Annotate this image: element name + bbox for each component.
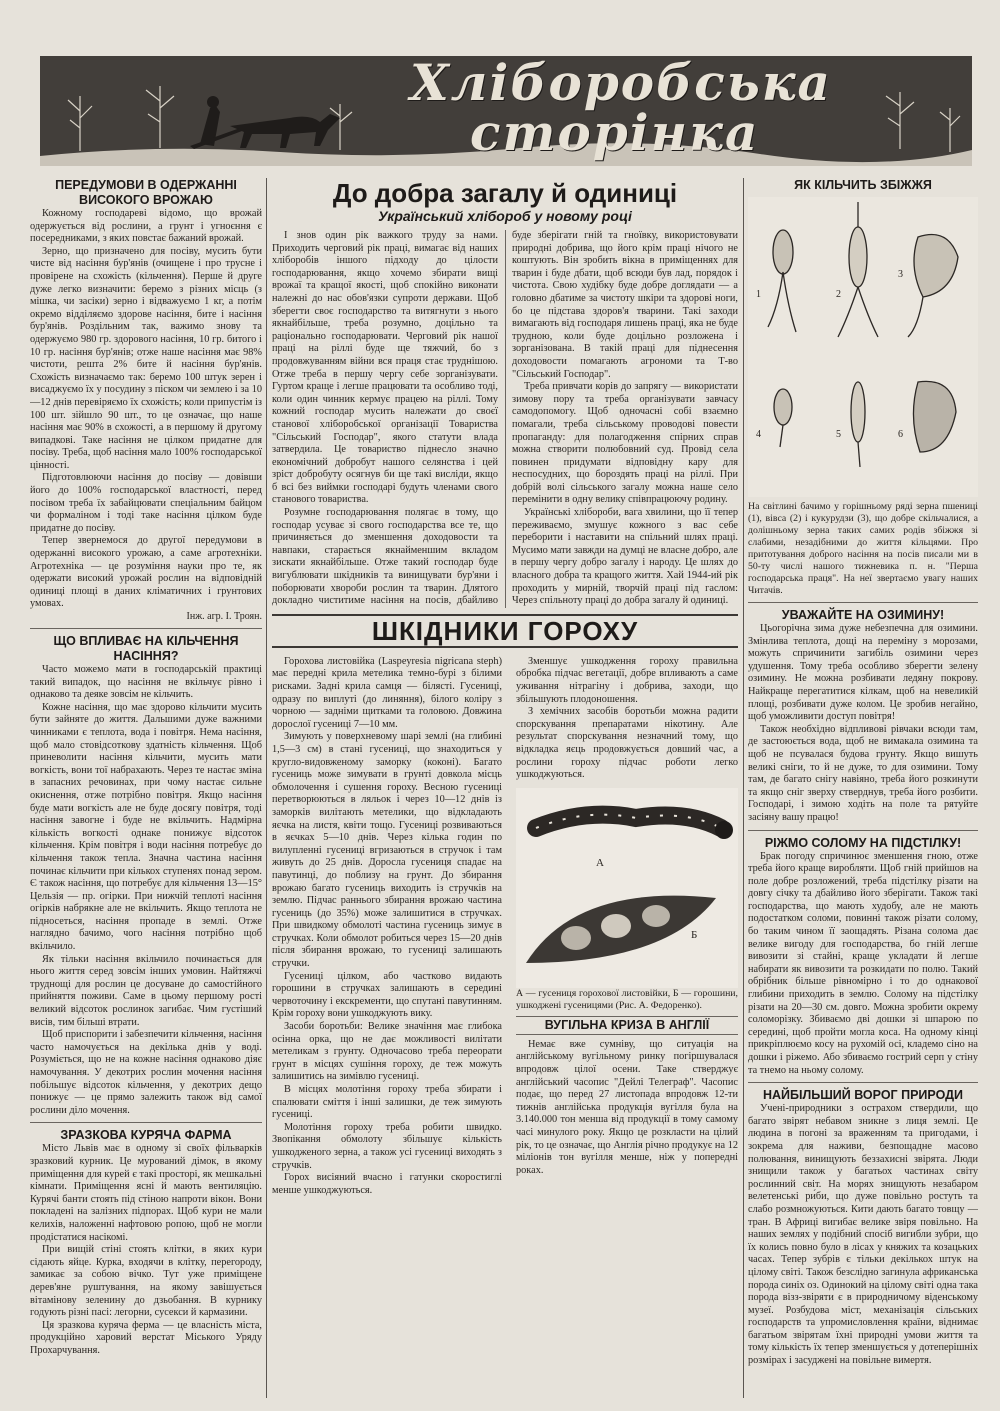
column-divider — [266, 178, 267, 1398]
article-poultry-paragraph: Ця зразкова куряча ферма — це власність міста, продукційно харовий верстат Міського Уряду Прохарчування. — [30, 1319, 262, 1356]
divider — [748, 1082, 978, 1083]
article-winter-heading: УВАЖАЙТЕ НА ОЗИМИНУ! — [781, 608, 945, 622]
center-column — [272, 178, 738, 1398]
sprouting-grain-photo — [748, 197, 978, 497]
sprouting-grain-caption: На світлині бачимо у горішньому ряді зерна пшениці (1), вівса (2) і кукурудзи (3), що добре скільчалися, а долішньому зерна таких самих родів збіжжя зі слабими, незадібними до життя кільцями. Про притотування доброго насіння на посів писали ми в 50-ту числі нашого тижневика п. н. "Перша господарська праця". На неї звертаємо увагу наших Читачів. — [748, 501, 978, 596]
article-pests-paragraph: Горохова листовійка (Laspeyresia nigricana steph) має передні крила метелика темно-бурі з білими рисками. Задні крила самця — білясті. Гусениці, одразу по виплуті (до линяння), білого коліру з чорною — задніми щитками та головою. Довжина дорослої гусениці 7—10 мм. — [272, 655, 502, 730]
caterpillar-and-pod-drawing — [516, 788, 738, 988]
masthead-title — [410, 58, 960, 162]
article-pests-paragraph: Зменшує ушкодження гороху правильна обробка підчас вегетації, добре впливають а саме уживання нітрагіну і добрива, заходи, що збільшують плодоношення. — [516, 655, 738, 705]
article-poultry-heading: ЗРАЗКОВА КУРЯЧА ФАРМА — [60, 1128, 232, 1143]
divider — [748, 602, 978, 603]
masthead-banner — [40, 56, 972, 166]
article-yield-heading: ПЕРЕДУМОВИ В ОДЕРЖАННІ ВИСОКОГО ВРОЖАЮ — [55, 178, 237, 207]
article-main-paragraph: І знов один рік важкого труду за нами. Приходить черговий рік праці, вимагає від наших хліборобів іншого підходу до цілости господарювання, якщо хочемо збирати вищі врожаї та кращої якості, щоб спокійно виконати належні до нас обов'язки супроти держави. Щоб зберегти своє господарство та витягнути з нього якнайбільше, треба розумно, доцільно та раціонально господарювати. Черговий рік нашої праці на ріллі буде ще тяжчий, бо з продовжуванням війни вся праця стає труднішою. Отже треба в першу чергу себе зорганізувати. Гуртом краще і легше працювати та особливо тоді, коли один чинник кермує працею на ріллі. Тому кожний господар мусить належати до своєї станової хліборобської організації Товариства "Сільський Господар", якого статути влада затвердила. Це товариство піднесло значно економічний добробут нашого селянства і цей зріст добробуту осягнув би ще такі висліди, якщо б всі без виймки господарі будуть членами свого станового товариства. — [272, 230, 498, 506]
article-yield-paragraph: Підготовлюючи насіння до посіву — довівши його до 100% господарської властності, перед посівом треба їх забайцювати спеціальним байцом чи формаліном і тоді таке насіння цілком буде придатне до посіву. — [30, 472, 262, 534]
article-yield-paragraph: Тепер звернемося до другої передумови в одержанні високого урожаю, а саме агротехніки. Агротехніка — це розуміння науки про те, як одержати високий урожай рослин на відповідній одиниці площі в даних кліматичних і грунтових умовах. — [30, 535, 262, 610]
right-column — [748, 178, 978, 1398]
article-main-paragraph: Треба привчати корів до запрягу — використати зимову пору та треба організувати завчасу самодопомогу. Щоб одночасні собі взаємно помагали, треба сільському проводові повести пропаганду: для полагодження спірних справ можна створити полюбовний суд. Провід села повинен придумати відповідну кару для неспосудних, що бороздять праці на ріллі. При добрій волі сільського загалу можна наше село перемінити в одну велику співпрацюючу родину. — [512, 381, 738, 506]
figure-number: 6 — [898, 429, 903, 440]
article-yield-paragraph: Кожному господареві відомо, що врожай одержується від рослини, а грунт і угноєння є посередниками, з яких повстає бажаний врожай. — [30, 208, 262, 245]
article-pests-right — [516, 656, 738, 1198]
figure-number: 4 — [756, 429, 761, 440]
sprouting-grain-drawing — [748, 197, 978, 497]
article-main-title: До добра загалу й одиниці — [332, 178, 678, 208]
article-enemy-paragraph: Учені-природники з острахом ствердили, що багато звірят небавом зникне з лиця землі. Це людина в погоні за враженням та пригодами, і зокрема для наживи, безпощадне масово полювання, винищують беззахисні звірята. Люди знищили також у багатьох частинах світу рослинний світ. На морях знищують незабаром велетенські ри́би, що дуже повільно ростуть та слабо розмножуються. Кити дають багато товщу — тран. В Африці вигибає велике звіря повільно. На наших землях у подібний спосіб вигибли зубри, що їх колись повно було в лісах у княжих та козацьких часах. Тепер зубрів є тільки декількох штук на цілому світі. Також безслідно загинула африканська порода синіх оз. Одинокий на цілому світі одна така порода візз-звіряти є в природничому віденському музеї. Розбудова міст, механізація сільських господарств та упромисловлення країни, віднимає багатьом звірятам їхні природні умови життя та тому кількість їх тепер зменшується у дотеперішніх розмірах і засуджені на повільне вимертя. — [748, 1103, 978, 1367]
article-poultry-paragraph: При вищій стіні стоять клітки, в яких кури сідають яйце. Курка, входячи в клітку, перегороду, замикає за собою вічко. Тут уже приміщене дерев'яне руштування, на якому завішується вітамінову зеленину до дзьобання. В курнику годують різні пасі: легорни, сусекси й кармазини. — [30, 1244, 262, 1319]
figure-number: 1 — [756, 289, 761, 300]
article-winter-paragraph: Цьогорічна зима дуже небезпечна для озимини. Змінлива теплота, дощі на переміну з морозами, можуть спричинити загибіль озимини через удушення. Тому треба особливо зберегти зелену озимину. Не можна розбивати ледяну покрову. Найкраще перегатитися кілкам, щоб на невеликій площі, розбивати дуже колом. Це зробив негайно, щоб уможливити доступ повітря! — [748, 623, 978, 723]
article-pests-layout — [272, 656, 738, 1198]
article-enemy-heading: НАЙБІЛЬШИЙ ВОРОГ ПРИРОДИ — [762, 1088, 964, 1103]
article-germination-heading: ЩО ВПЛИВАЄ НА КІЛЬЧЕННЯ НАСІННЯ? — [53, 634, 239, 663]
masthead-title-line2: сторінка — [470, 103, 760, 162]
article-pests-paragraph: В місцях молотіння гороху треба збирати і спалювати сміття і інші залишки, де теж зимують гусениці. — [272, 1084, 502, 1121]
article-main-subtitle: Український хлібороб у новому році — [378, 208, 632, 224]
left-column — [30, 178, 262, 1398]
figure-number: 5 — [836, 429, 841, 440]
pest-illustration-caption: А — гусениця горохової листовійки, Б — горошини, ушкоджені гусеницями (Рис. А. Федоренко). — [516, 987, 738, 1011]
figure-label-a: А — [596, 856, 604, 869]
caterpillar-icon — [536, 814, 733, 838]
figure-number: 2 — [836, 289, 841, 300]
article-main-body — [272, 230, 738, 608]
article-germination-paragraph: Кожне насіння, що має здорово кільчити мусить бути зайняте до життя. Дальшими дуже важними чинниками є теплота, вода і повітря. Нема насіння, щоб мало стовідсоткову здатність кільчення. Щоб приневолити насіння кільчити, мусить мати вогкість, вони тої набрахають. Через те настає зміна в запасних речовинах, при чому настає сильне окиснення, отже потрібно повітря. Якщо насіння буде мати вогкість але не буде досягу повітря, тоді насіння завогне і буде не вкільчить. Надмірна кількість вогкості однаке понижує відсоток кільчення. Крім повітря і води насіння потребує до кільчення також тепла. Значна частина насіння починає кільчити при кількох ступенях понад зером. Є також насіння, що потребує для кільчення 13—15° Цельзія — пр. огірки. При нижчій теплоті насіння огірків набрякне але не вкільчить. Якщо теплота не підносеться, насіння пропаде в землі. Отже наглядно бачимо, чого насіння потрібно щоб вкільчило. — [30, 701, 262, 953]
article-pests-title: ШКІДНИКИ ГОРОХУ — [272, 614, 738, 648]
article-pests-left — [272, 656, 502, 1198]
article-pests-paragraph: Горох висіяний вчасно і гатунки скоростиглі менше ушкоджуються. — [272, 1172, 502, 1196]
article-yield-signature: Інж. агр. І. Троян. — [186, 611, 262, 622]
article-main-paragraph: Розумне господарювання полягає в тому, що господар усуває зі свого господарства все те, що причиняється до зменшення доходовости та навпаки, старається якнайменшим вкладом зискати якнайбільше. Отже такий господар буде вигублювати шкідників та винищувати бур'яни і поборювати хвороби рослин та тварин. Длятого докладно чиститиме насіння на посів, дбайливо буде зберігати гній та гноївку, використовувати природні добрива, що його крім праці нічого не коштують. Він зробить вікна в приміщеннях для тварин і буде дбати, щоб всюди був лад, порядок і чистота. Свою худібку буде добре доглядати — а головно дбатиме за чистоту шкіри та здорові ноги, бо це підстава здоров'я тварини. Такі заходи вимагають від господаря лишень праці, яка не буде трудною, коли буде доцільно розложена і зорганізована. В такій праці для піднесення доходовости помагають агрономи та Т-во "Сільський Господар". — [272, 230, 738, 607]
pest-illustration — [516, 788, 738, 988]
divider — [30, 628, 262, 629]
article-poultry-paragraph: Місто Львів має в одному зі своїх фільварків зразковий курник. Це мурований дімок, в якому приміщення для курей є такі просторі, як мешкальні кімнати. Приміщення ясні й мають вентиляцію. Курячі банти стоять під стіною напроти вікон. Вони покладені на залізних підпорах. Щоб кури не мали келихів, наложенні нафтовою ропою, щоб не могли продістатися насікомі. — [30, 1143, 262, 1243]
article-yield-paragraph: Зерно, що призначено для посіву, мусить бути чисте від насіння бур'янів (очищене і про трусне і провірене на схожість (кільчення). Перше й друге дуже легко визначити: беремо з різних місць (з мішка, чи засіки) зерно і відважуємо 1 кг, а потім окремо відділяємо здорове насіння, бите і насіння бур'янів. Роздільним так, важимо знову та одержуємо 980 гр. здорового насіння, 10 гр. битого і 10 гр. насіння бур'янів; отже наше насіння має 98% чистоти, решта 2% бите й насіння бур'янів. Схожість визначаємо так: беремо 100 штук зерен і висаджуємо їх у посудину з піском чи землею і за 10—12 днів перевіряємо їх схожість; коли припустім із 100 шт. зійшло 90 шт., то це означає, що наше насіння має 90% в схожості, а в першому й другому випадкові. Таке насіння не цілком придатне для посіву. Треба, щоб насіння мало 100% господарської цінності. — [30, 245, 262, 471]
pea-pod-icon — [526, 895, 716, 962]
masthead-title-line1: Хліборобська — [410, 56, 832, 112]
article-pests-paragraph: Молотіння гороху треба робити швидко. Звопікання обмолоту збільшує кількість ушкодженого зерна, а також усі гусениці виходять з стручків. — [272, 1121, 502, 1171]
column-divider — [743, 178, 744, 1398]
article-coal-paragraph: Немає вже сумніву, що ситуація на англійському вугільному ринку погіршувалася впродовж цілої осени. Таке стверджує англійський часопис "Дейлі Телеграф". Часопис подає, що перед 27 листопада впродовж 12-ти тижнів англійська продукція вугілля була на 3.140.000 тон менша від продукції в тому самому часі минулого року. Якщо це розкласти на цілий рік, то це означає, що Англія річно продукує на 12 міліонів тон вугілля менше, ніж у попередні роках. — [516, 1038, 738, 1176]
article-coal-heading: ВУГІЛЬНА КРИЗА В АНГЛІЇ — [516, 1016, 738, 1035]
article-winter-paragraph: Також необхідно відпливові рівчаки всюди там, де застоюється вода, щоб не вимакала озимина та щоб не псувалася будова грунту. Якщо вишуть великі сніги, то й не дуже, то для озимини. Тому там, де багато снігу навіяно, треба його розкинути та якщо сніг зверху стверднув, треба його розбити. Господарі, і зимою ходіть на поле та рятуйте засіяну вашу працю! — [748, 723, 978, 823]
article-straw-heading: РІЖМО СОЛОМУ НА ПІДСТІЛКУ! — [764, 835, 962, 850]
article-germination-paragraph: Щоб приспорити і забезпечити кільчення, насіння часто намочується на декілька днів у воді. Розуміється, що не на кожне насіння однаково діяє намочування. У декотрих рослин мочення насіння побільшує відсоток кільчення, у декотрих дещо понижує — це прямо залежить також від самої рослини діло мочення. — [30, 1029, 262, 1116]
figure-number: 3 — [898, 269, 903, 280]
article-sprout-heading: ЯК КІЛЬЧИТЬ ЗБІЖЖЯ — [794, 178, 932, 192]
article-main-paragraph: Українські хлібороби, вага хвилини, що її тепер переживаємо, змушує кожного з вас себе переборити і наставити на спільний шлях праці. Мусимо мати завжди на думці не власне добро, але в першу чергу добро загалу і народу. Це шлях до власного добра та кращого життя. Хай 1944-ий рік проходить у мирній, творчій праці під гаслом: Через спільноту праці до добра загалу й одиниці. — [512, 507, 738, 607]
figure-label-b: Б — [691, 928, 698, 941]
divider — [30, 1122, 262, 1123]
article-pests-paragraph: З хемічних засобів боротьби можна радити спорскування препаратами нікотину. Але результат спорскування незначний тому, що відкладка яєць продовжується довший час, а рослини гороху підчас роботи легко ушкоджуються. — [516, 706, 738, 781]
divider — [748, 830, 978, 831]
article-pests-paragraph: Зимують у поверхневому шарі землі (на глибині 1,5—3 см) в стані гусениці, що знаходиться у кругло-видовженому заморку (коконі). Багато гусениць може зимувати в грунті довкола місць обмолочення і сушення гороху. Весною гусениці перетворюються в ляльок і через 10—12 днів із заморків вилітають метелики, що відкладають яєчка на листя, квіти тощо. Гусениці розвиваються в яєчках 5—10 днів. Через кілька годин по вилупленні гусениці вгризаються в стручок і там живуть до 25 днів. Доросла гусениця спадає на павутинці, до поблизу на грунт. До збирання врожаю багато гусениць виходить із стручків на землю. Підчас раннього збирання врожаю частина гусениць (до 35%) може залишитися в стручках. При швидкому обмолоті частина гусениць зимує в стручках. Коли обмолот робиться через 15—20 днів після збирання врожаю, то гусениці залишають стручки. — [272, 731, 502, 970]
article-straw-paragraph: Брак погоду спричинює зменшення гною, отже треба його краще виробляти. Щоб гній прийшов на поле добре розложений, треба підстілку різати на довгу січку та дбайливо його зберігати. Також такі господарства, що мають худобу, але не мають подостатком соломи, повинні також різати солому, бо таким чином її заощадять. Різана солома дає велике вигоду для господарства, бо гній легше вивозити зі стайні, краще укладати й легше набирати як вивозити та розкидати по полю. Такий обрібник більше рівномірно і то до однакової глибини приходить в землю. Солому на підстілку різати на 20—30 см. довго. Можна зробити окрему соломорізку. Збиваємо дві дошки зі шпарою по середині, щоб пройти могла коса. На одному кінці прикріплюємо косу на рухомій осі, кладемо сіно на дошки і ріжемо. Або збиваємо гострий серп у стіну та тнемо на ньому солому. — [748, 850, 978, 1076]
article-germination-paragraph: Як тільки насіння вкільчило починається для нього життя серед зовсім інших умовин. Найтяжчі труднощі для рослин це досуване до самостійного прийняття поживи. Саме в цьому першому рості великий відсоток рослинок загибає. Чим густіший висів, тим більші втрати. — [30, 953, 262, 1028]
article-pests-paragraph: Засоби боротьби: Велике значіння має глибока осінна орка, що не дає можливості вилітати метеликам з грунту. Одночасово треба переорати грунт в місцях сушіння гороху, де теж можуть залишитись на зимівлю гусениці. — [272, 1021, 502, 1083]
article-germination-paragraph: Часто можемо мати в господарській практиці такий випадок, що насіння не вкільчує рівно і однаково та деяке зовсім не кільчить. — [30, 664, 262, 701]
article-pests-paragraph: Гусениці цілком, або частково видають горошини в стручках залишають в середині червоточину і екскременти, що спутані павутинням. Крім гороху вони ушкоджують вику. — [272, 970, 502, 1020]
